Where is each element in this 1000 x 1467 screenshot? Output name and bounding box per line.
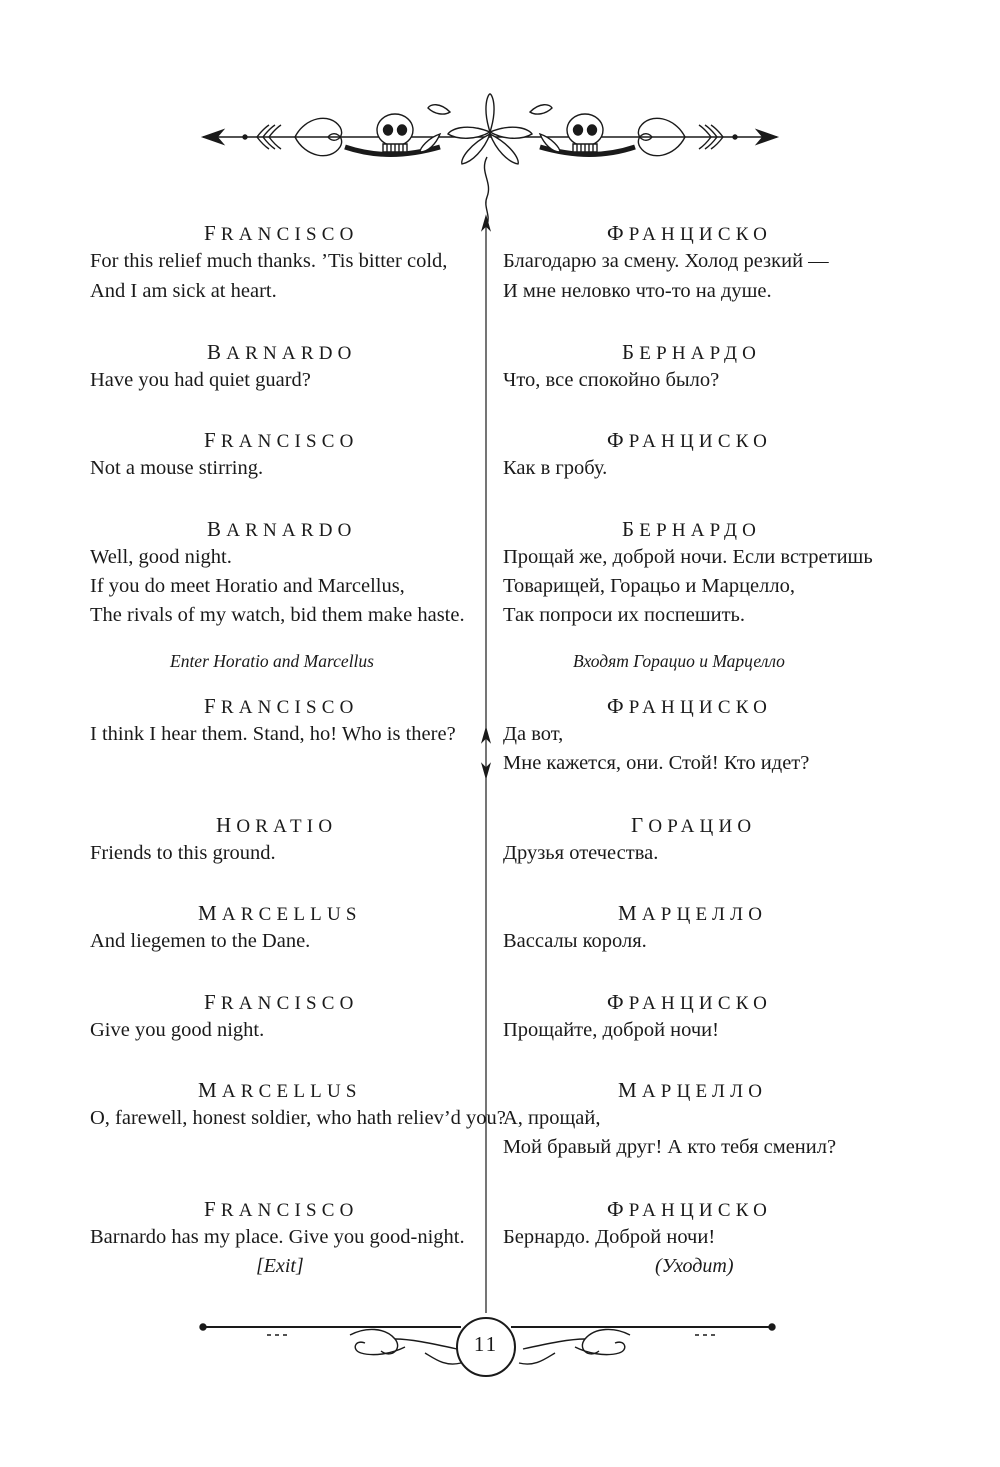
stage-direction: Enter Horatio and Marcellus: [170, 651, 374, 671]
verse-line: For this relief much thanks. ’Tis bitter cold,: [90, 250, 448, 272]
speaker-name: FRANCISCO: [204, 990, 359, 1014]
speaker-name: ГОРАЦИО: [631, 813, 757, 837]
verse-line: И мне неловко что-то на душе.: [503, 280, 772, 302]
verse-line: And I am sick at heart.: [90, 280, 277, 302]
verse-line: Give you good night.: [90, 1019, 265, 1041]
verse-line: Barnardo has my place. Give you good-night.: [90, 1226, 465, 1248]
verse-line: Прощайте, доброй ночи!: [503, 1019, 719, 1041]
speaker-name: МАРЦЕЛЛО: [618, 901, 768, 925]
verse-line: The rivals of my watch, bid them make haste.: [90, 604, 465, 626]
exit-direction: [Exit]: [256, 1255, 304, 1277]
verse-line: And liegemen to the Dane.: [90, 930, 311, 952]
speaker-name: FRANCISCO: [204, 221, 359, 245]
speaker-name: БЕРНАРДО: [622, 517, 762, 541]
speaker-name: ФРАНЦИСКО: [607, 694, 773, 718]
verse-line: Что, все спокойно было?: [503, 369, 720, 391]
verse-line: If you do meet Horatio and Marcellus,: [90, 575, 405, 597]
verse-line: Мой бравый друг! А кто тебя сменил?: [503, 1136, 837, 1158]
speaker-name: MARCELLUS: [198, 901, 362, 925]
verse-line: Благодарю за смену. Холод резкий —: [503, 250, 829, 272]
verse-line: Well, good night.: [90, 546, 232, 568]
verse-line: Как в гробу.: [503, 457, 608, 479]
speaker-name: FRANCISCO: [204, 1197, 359, 1221]
speaker-name: HORATIO: [216, 813, 338, 837]
verse-line: Да вот,: [503, 723, 564, 745]
speaker-name: FRANCISCO: [204, 694, 359, 718]
verse-line: O, farewell, honest soldier, who hath reliev’d you?: [90, 1107, 506, 1129]
speaker-name: BARNARDO: [207, 340, 357, 364]
verse-line: Not a mouse stirring.: [90, 457, 264, 479]
verse-line: Friends to this ground.: [90, 842, 276, 864]
speaker-name: БЕРНАРДО: [622, 340, 762, 364]
speaker-name: ФРАНЦИСКО: [607, 1197, 773, 1221]
vertical-arrow-divider-icon: [478, 208, 494, 1318]
stage-direction: Входят Горацио и Марцелло: [573, 651, 785, 671]
page-number-text: 11: [473, 1332, 499, 1356]
verse-line: Прощай же, доброй ночи. Если встретишь: [503, 546, 873, 568]
verse-line: I think I hear them. Stand, ho! Who is there?: [90, 723, 456, 745]
skulls-lily-arrow-ornament-icon: [195, 92, 785, 227]
speaker-name: МАРЦЕЛЛО: [618, 1078, 768, 1102]
verse-line: Бернардо. Доброй ночи!: [503, 1226, 716, 1248]
exit-direction: (Уходит): [655, 1255, 734, 1277]
speaker-name: ФРАНЦИСКО: [607, 221, 773, 245]
speaker-name: ФРАНЦИСКО: [607, 990, 773, 1014]
speaker-name: FRANCISCO: [204, 428, 359, 452]
verse-line: А, прощай,: [503, 1107, 601, 1129]
verse-line: Вассалы короля.: [503, 930, 647, 952]
verse-line: Товарищей, Горацьо и Марцелло,: [503, 575, 795, 597]
speaker-name: MARCELLUS: [198, 1078, 362, 1102]
verse-line: Have you had quiet guard?: [90, 369, 311, 391]
verse-line: Друзья отечества.: [503, 842, 659, 864]
speaker-name: BARNARDO: [207, 517, 357, 541]
verse-line: Мне кажется, они. Стой! Кто идет?: [503, 752, 810, 774]
verse-line: Так попроси их поспешить.: [503, 604, 746, 626]
speaker-name: ФРАНЦИСКО: [607, 428, 773, 452]
